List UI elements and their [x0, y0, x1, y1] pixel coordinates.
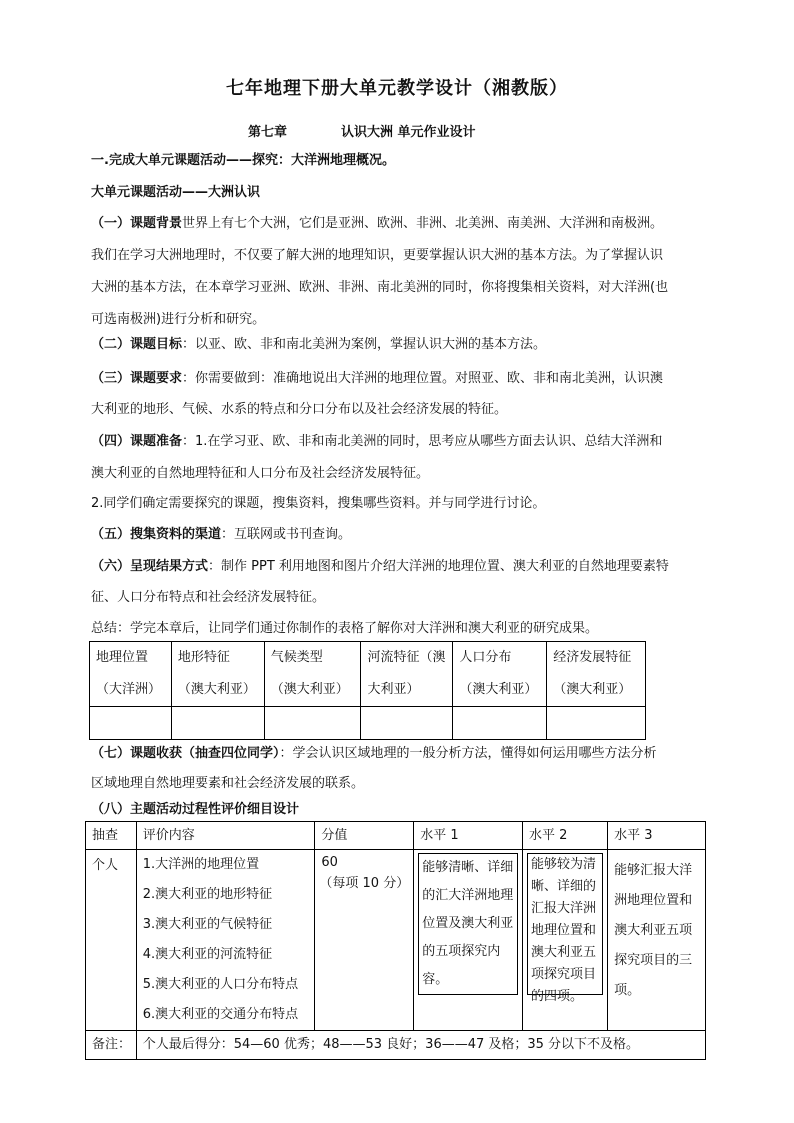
evaluation-header-cell: 水平 2	[522, 822, 607, 850]
results-header-line-1: 地形特征	[177, 650, 230, 665]
results-header-line-1: 地理位置	[96, 650, 149, 665]
evaluation-note-row	[86, 1031, 706, 1060]
background-line-3: 大洲的基本方法，在本章学习亚洲、欧洲、非洲、南北美洲的同时，你将搜集相关资料，对大洋洲(也	[91, 280, 669, 295]
evaluation-item: 1.大洋洲的地理位置	[142, 857, 260, 872]
results-header-line-2: （澳大利亚）	[459, 682, 538, 697]
results-empty-cell[interactable]	[264, 707, 361, 740]
result-line-2: 征、人口分布特点和社会经济发展特征。	[91, 590, 326, 605]
evaluation-level3-cell	[608, 850, 706, 1031]
preparation-line-3: 2.同学们确定需要探究的课题，搜集资料，搜集哪些资料。并与同学进行讨论。	[91, 496, 546, 511]
goal-text: ：以亚、欧、非和南北美洲为案例，掌握认识大洲的基本方法。	[182, 337, 547, 352]
evaluation-items-cell	[136, 850, 315, 1031]
result-line-1	[91, 559, 669, 575]
evaluation-header-cell: 分值	[315, 822, 414, 850]
section-heading-1: 一.完成大单元课题活动——探究：大洋洲地理概况。	[91, 153, 395, 168]
background-line-4: 可选南极洲)进行分析和研究。	[91, 312, 266, 327]
results-header-cell	[453, 642, 547, 707]
background-text-1: 世界上有七个大洲，它们是亚洲、欧洲、非洲、北美洲、南美洲、大洋洲和南极洲。	[182, 216, 664, 231]
results-table-empty-row	[90, 707, 646, 740]
results-header-line-1: 河流特征（澳	[367, 650, 446, 665]
channel-line	[91, 527, 351, 543]
results-header-cell	[264, 642, 361, 707]
results-header-line-2: 大利亚）	[367, 682, 420, 697]
results-header-line-2: （大洋洲）	[96, 682, 162, 697]
activity-title: 大单元课题活动——大洲认识	[91, 185, 261, 200]
harvest-label: （七）课题收获（抽查四位同学）	[91, 746, 280, 761]
chapter-topic: 认识大洲 单元作业设计	[341, 125, 476, 140]
channel-label: （五）搜集资料的渠道	[91, 527, 222, 542]
evaluation-header-cell: 水平 3	[608, 822, 706, 850]
evaluation-header-row	[86, 822, 706, 850]
requirement-label: （三）课题要求	[91, 371, 183, 386]
evaluation-item: 5.澳大利亚的人口分布特点	[142, 977, 299, 992]
evaluation-score: 60	[321, 855, 338, 870]
evaluation-level1-text: 能够清晰、详细的汇大洋洲地理位置及澳大利亚的五项探究内容。	[418, 853, 518, 995]
evaluation-header-cell: 评价内容	[136, 822, 315, 850]
background-line-1	[91, 216, 663, 232]
background-line-2: 我们在学习大洲地理时，不仅要了解大洲的地理知识，更要掌握认识大洲的基本方法。为了掌握认识	[91, 248, 664, 263]
results-header-line-1: 经济发展特征	[553, 650, 632, 665]
results-table-header-row	[90, 642, 646, 707]
results-header-cell	[171, 642, 264, 707]
evaluation-header-cell: 抽查	[86, 822, 137, 850]
evaluation-table	[85, 821, 706, 1060]
results-empty-cell[interactable]	[453, 707, 547, 740]
preparation-line-2: 澳大利亚的自然地理特征和人口分布及社会经济发展特征。	[91, 466, 430, 481]
evaluation-score-cell	[315, 850, 414, 1031]
preparation-text-1: ：1.在学习亚、欧、非和南北美洲的同时，思考应从哪些方面去认识、总结大洋洲和	[182, 434, 663, 449]
results-header-line-1: 气候类型	[270, 650, 323, 665]
result-text-1: ：制作 PPT 利用地图和图片介绍大洋洲的地理位置、澳大利亚的自然地理要素特	[208, 559, 669, 574]
harvest-text-1: ：学会认识区域地理的一般分析方法，懂得如何运用哪些方法分析	[279, 746, 657, 761]
evaluation-header-cell: 水平 1	[414, 822, 523, 850]
document-title: 七年地理下册大单元教学设计（湘教版）	[226, 78, 568, 99]
goal-line	[91, 337, 546, 353]
results-header-cell	[547, 642, 646, 707]
preparation-label: （四）课题准备	[91, 434, 183, 449]
evaluation-note-label: 备注：	[86, 1031, 137, 1060]
evaluation-level1-cell	[414, 850, 523, 1031]
channel-text: ：互联网或书刊查询。	[221, 527, 352, 542]
harvest-line-1	[91, 746, 657, 762]
requirement-line-1	[91, 371, 663, 387]
evaluation-heading: （八）主题活动过程性评价细目设计	[91, 802, 300, 817]
results-empty-cell[interactable]	[361, 707, 453, 740]
chapter-subtitle	[248, 121, 476, 140]
evaluation-item: 2.澳大利亚的地形特征	[142, 887, 273, 902]
results-empty-cell[interactable]	[171, 707, 264, 740]
results-header-line-2: （澳大利亚）	[553, 682, 632, 697]
results-header-line-2: （澳大利亚）	[270, 682, 349, 697]
results-header-cell	[361, 642, 453, 707]
results-empty-cell[interactable]	[547, 707, 646, 740]
preparation-line-1	[91, 434, 662, 450]
requirement-text-1: ：你需要做到：准确地说出大洋洲的地理位置。对照亚、欧、非和南北美洲，认识澳	[182, 371, 664, 386]
results-empty-cell[interactable]	[90, 707, 172, 740]
evaluation-item: 6.澳大利亚的交通分布特点	[142, 1007, 299, 1022]
evaluation-level2-text: 能够较为清晰、详细的汇报大洋洲地理位置和澳大利亚五项探究项目的四项。	[527, 853, 603, 995]
result-label: （六）呈现结果方式	[91, 559, 209, 574]
evaluation-row	[86, 850, 706, 1031]
harvest-line-2: 区域地理自然地理要素和社会经济发展的联系。	[91, 776, 365, 791]
evaluation-score-note: （每项 10 分）	[319, 876, 410, 891]
goal-label: （二）课题目标	[91, 337, 183, 352]
summary-line: 总结：学完本章后，让同学们通过你制作的表格了解你对大洋洲和澳大利亚的研究成果。	[91, 621, 599, 636]
results-table	[89, 641, 646, 740]
evaluation-level3-text: 能够汇报大洋洲地理位置和澳大利亚五项探究项目的三项。	[614, 863, 693, 998]
evaluation-note-text: 个人最后得分：54—60 优秀；48——53 良好；36——47 及格；35 分以下不及格。	[136, 1031, 705, 1060]
results-header-cell	[90, 642, 172, 707]
requirement-line-2: 大利亚的地形、气候、水系的特点和分口分布以及社会经济发展的特征。	[91, 402, 508, 417]
evaluation-item: 4.澳大利亚的河流特征	[142, 947, 273, 962]
evaluation-level2-cell	[522, 850, 607, 1031]
results-header-line-1: 人口分布	[459, 650, 512, 665]
background-label: （一）课题背景	[91, 216, 183, 231]
chapter-label: 第七章	[248, 125, 288, 140]
evaluation-row-label: 个人	[86, 850, 137, 1031]
results-header-line-2: （澳大利亚）	[177, 682, 256, 697]
evaluation-item: 3.澳大利亚的气候特征	[142, 917, 273, 932]
